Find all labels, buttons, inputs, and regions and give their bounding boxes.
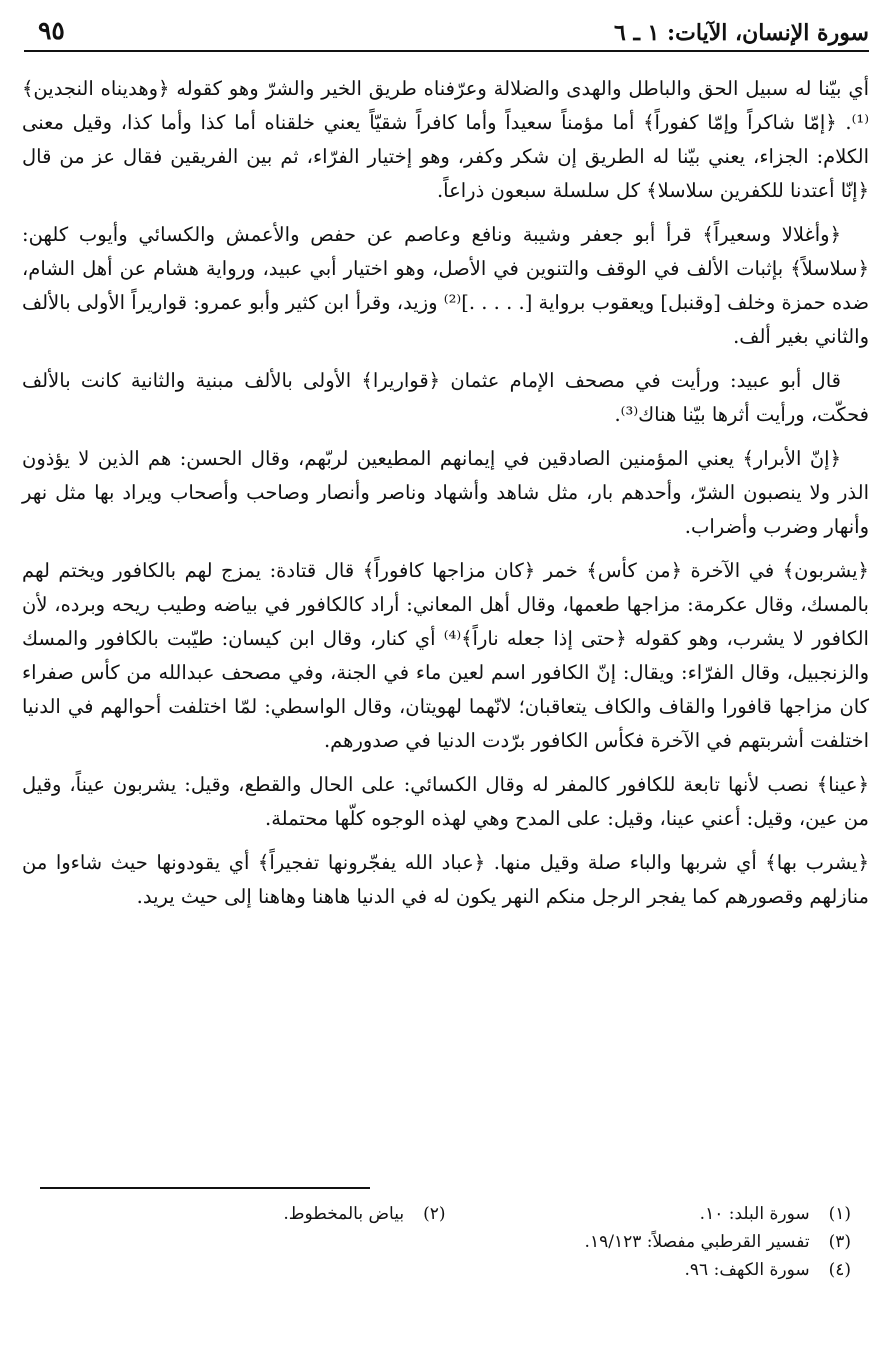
footnote [446, 1200, 852, 1228]
running-title: سورة الإنسان، الآيات: ١ ـ ٦ [613, 20, 869, 46]
footnote [40, 1200, 446, 1228]
footnote-text: بياض بالمخطوط. [283, 1204, 405, 1224]
footnote-number: (٤) [828, 1260, 851, 1280]
footnote-number: (١) [828, 1204, 851, 1224]
footnote-number: (٣) [828, 1232, 851, 1252]
footnote [446, 1228, 852, 1256]
footnote-text: سورة الكهف: ٩٦. [684, 1260, 810, 1280]
footnotes [40, 1200, 851, 1284]
footnote-text: تفسير القرطبي مفصلاً: ١٩/١٢٣. [584, 1232, 810, 1252]
page-header [24, 14, 869, 52]
paragraph: ﴿عينا﴾ نصب لأنها تابعة للكافور كالمفر له وقال الكسائي: على الحال والقطع، وقيل: يشربون عيناً، وقيل من عين، وقيل: أعني عينا، وقيل: على المدح وهي لهذه الوجوه كلّها محتملة. [22, 773, 869, 830]
paragraph: ﴿يشرب بها﴾ أي شربها والباء صلة وقيل منها. ﴿عباد الله يفجّرونها تفجيراً﴾ أي يقودونها حيث شاءوا من منازلهم وقصورهم كما يفجر الرجل منكم النهر يكون له في الدنيا هاهنا وهاهنا إلى حيث يريد. [22, 851, 869, 908]
paragraph: ﴿إنّ الأبرار﴾ يعني المؤمنين الصادقين في إيمانهم المطيعين لربّهم، وقال الحسن: هم الذين لا يؤذون الذر ولا ينصبون الشرّ، وأحدهم بار، مثل شاهد وأشهاد وناصر وأنصار وصاحب وأصحاب ويراد بها مثل نهر وأنهار وضرب وأضراب. [22, 447, 869, 538]
paragraph: قال أبو عبيد: ورأيت في مصحف الإمام عثمان ﴿قواريرا﴾ الأولى بالألف مبنية والثانية كانت بالألف فحكّت، ورأيت أثرها بيّنا هناك⁽³⁾. [22, 369, 869, 426]
footnote-divider [40, 1187, 370, 1189]
paragraph: ﴿يشربون﴾ في الآخرة ﴿من كأس﴾ خمر ﴿كان مزاجها كافوراً﴾ قال قتادة: يمزج لهم بالكافور ويختم لهم بالمسك، وقال عكرمة: مزاجها طعمها، وقال أهل المعاني: أراد كالكافور في بياضه وطيب ريحه وبرده، لأن الكافور لا يشرب، وهو كقوله ﴿حتى إذا جعله ناراً﴾⁽⁴⁾ أي كنار، وقال ابن كيسان: طيّبت بالكافور والمسك والزنجبيل، وقال الفرّاء: ويقال: إنّ الكافور اسم لعين ماء في الجنة، وفي مصحف عبدالله من كأس صفراء كان مزاجها قافورا والقاف والكاف يتعاقبان؛ لانّهما لهويتان، وقال الواسطي: لمّا اختلفت أحوالهم في الدنيا اختلفت أشربتهم في الآخرة فكأس الكافور برّدت الدنيا في صدورهم. [22, 559, 869, 752]
paragraph: أي بيّنا له سبيل الحق والباطل والهدى والضلالة وعرّفناه طريق الخير والشرّ وهو كقوله ﴿وهديناه النجدين﴾⁽¹⁾. ﴿إمّا شاكراً وإمّا كفوراً﴾ أما مؤمناً سعيداً وأما كافراً شقيّاً يعني خلقناه أما كذا وأما كذا، وقيل معنى الكلام: الجزاء، يعني بيّنا له الطريق إن شكر وكفر، وهو إختيار الفرّاء، ثم بين الفريقين فقال عز من قال ﴿إنّا أعتدنا للكفرين سلاسلا﴾ كل سلسلة سبعون ذراعاً. [22, 77, 869, 202]
main-text [22, 72, 869, 924]
footnote-row [40, 1228, 851, 1256]
footnote-row [40, 1256, 851, 1284]
footnote-number: (٢) [423, 1204, 446, 1224]
paragraph: ﴿وأغلالا وسعيراً﴾ قرأ أبو جعفر وشيبة ونافع وعاصم عن حفص والأعمش والكسائي وأيوب كلهن: ﴿سلاسلاً﴾ بإثبات الألف في الوقف والتنوين في الأصل، وهو اختيار أبي عبيد، ورواية هشام عن أهل الشام، ضده حمزة وخلف [وقنبل] ويعقوب برواية [. . . . .]⁽²⁾ وزيد، وقرأ ابن كثير وأبو عمرو: قواريراً الأولى بالألف والثاني بغير ألف. [22, 223, 869, 348]
footnote-text: سورة البلد: ١٠. [699, 1204, 810, 1224]
page-number: ٩٥ [38, 16, 65, 45]
footnote-row [40, 1200, 851, 1228]
footnote [446, 1256, 852, 1284]
